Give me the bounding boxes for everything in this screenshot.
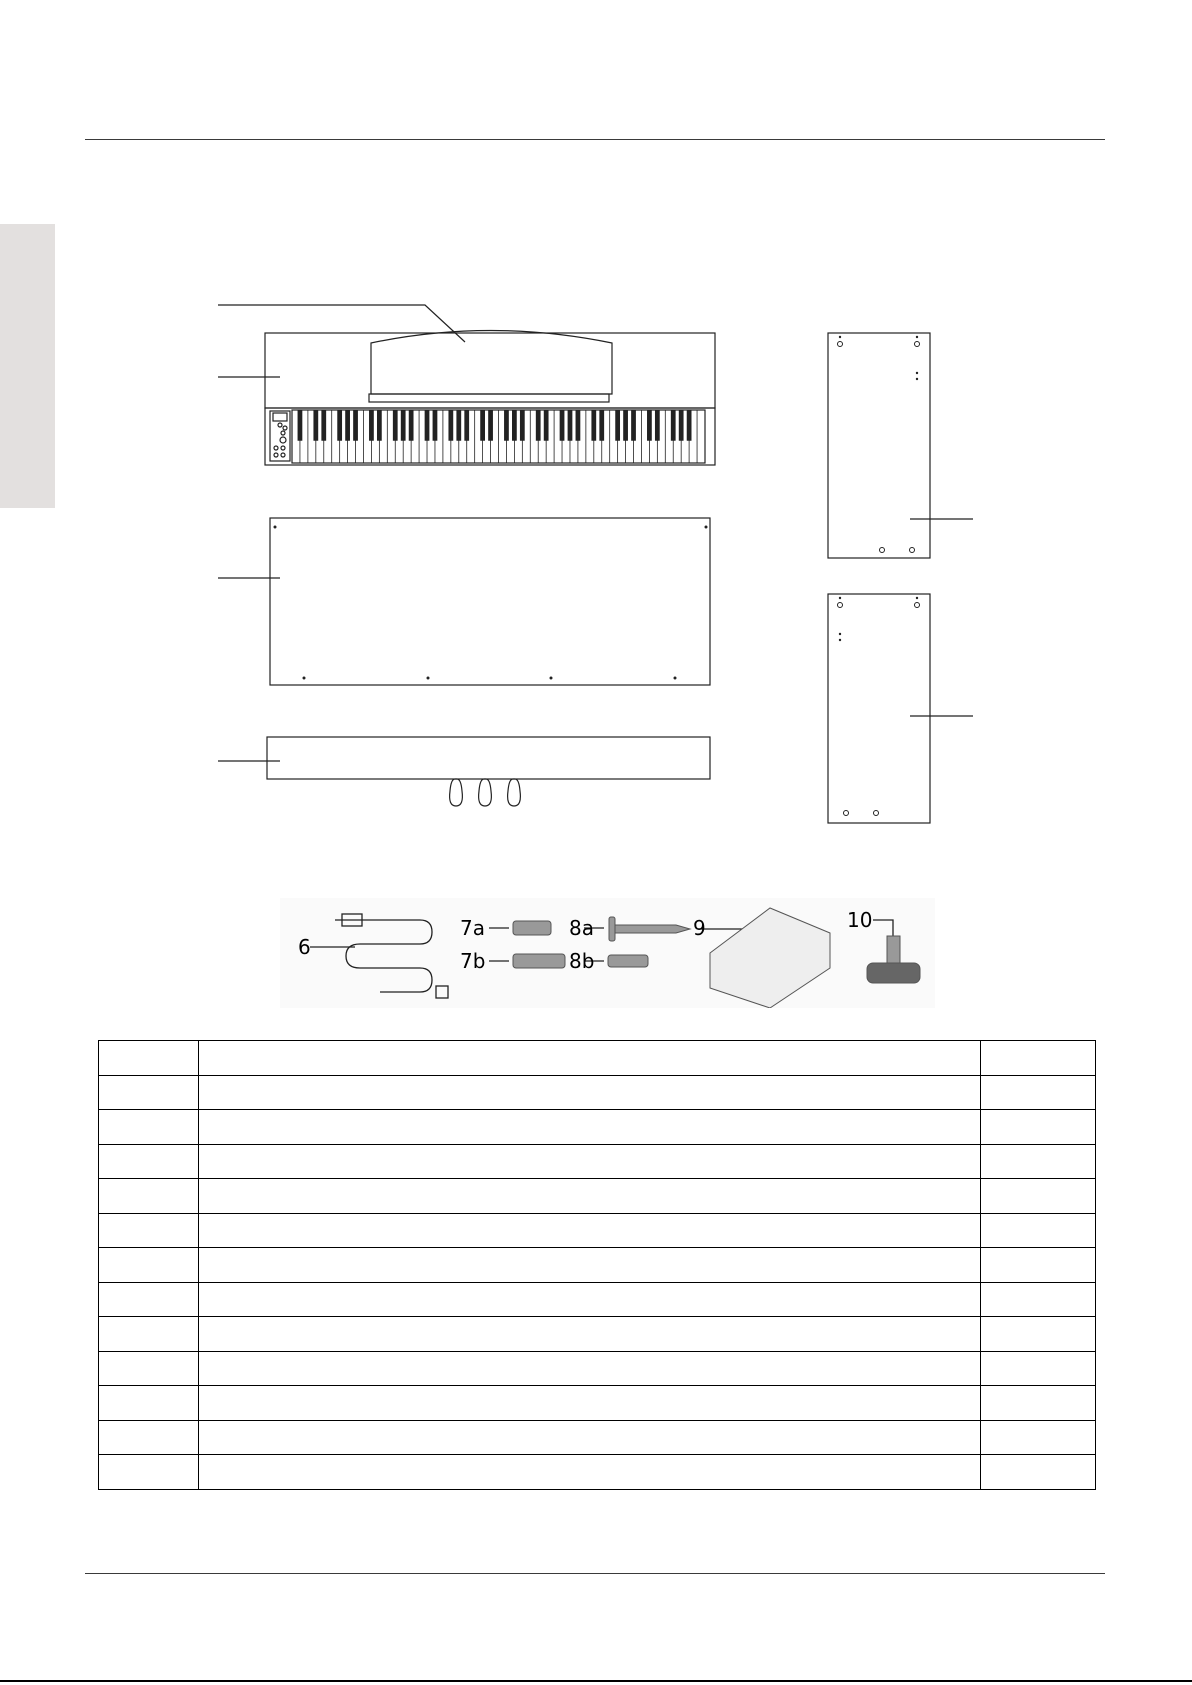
black-key <box>298 410 303 441</box>
black-key <box>576 410 581 441</box>
table-row <box>99 1351 1096 1386</box>
table-cell <box>981 1420 1096 1455</box>
table-row <box>99 1455 1096 1490</box>
table-cell <box>99 1351 199 1386</box>
table-cell <box>981 1386 1096 1421</box>
table-cell <box>99 1386 199 1421</box>
part-label-6: 6 <box>298 935 311 959</box>
table-row <box>99 1317 1096 1352</box>
black-keys <box>298 410 692 441</box>
table-cell <box>199 1351 981 1386</box>
black-key <box>671 410 676 441</box>
black-key <box>655 410 660 441</box>
black-key <box>337 410 342 441</box>
piano-main-body <box>265 333 715 408</box>
table-row <box>99 1386 1096 1421</box>
back-panel <box>270 518 710 685</box>
pedal-middle <box>479 779 492 806</box>
black-key <box>313 410 318 441</box>
screw-8b <box>608 955 648 967</box>
black-key <box>568 410 573 441</box>
table-header-row <box>99 1041 1096 1076</box>
black-key <box>369 410 374 441</box>
table-row <box>99 1075 1096 1110</box>
black-key <box>488 410 493 441</box>
music-rest-ledge <box>369 394 609 402</box>
black-key <box>321 410 326 441</box>
part-label-8b: 8b <box>569 949 595 973</box>
table-row <box>99 1144 1096 1179</box>
black-key <box>504 410 509 441</box>
black-key <box>520 410 525 441</box>
table-cell <box>199 1041 981 1076</box>
black-key <box>425 410 430 441</box>
table-cell <box>981 1075 1096 1110</box>
callout-leader-music-rest <box>218 305 465 342</box>
table-cell <box>199 1213 981 1248</box>
table-row <box>99 1213 1096 1248</box>
black-key <box>512 410 517 441</box>
black-key <box>560 410 565 441</box>
table-cell <box>199 1420 981 1455</box>
table-cell <box>99 1317 199 1352</box>
table-cell <box>99 1248 199 1283</box>
part-label-9: 9 <box>693 916 706 940</box>
table-cell <box>981 1455 1096 1490</box>
table-cell <box>99 1179 199 1214</box>
table-cell <box>199 1282 981 1317</box>
black-key <box>480 410 485 441</box>
table-row <box>99 1420 1096 1455</box>
table-cell <box>199 1179 981 1214</box>
table-cell <box>99 1041 199 1076</box>
right-side-panel <box>828 594 930 823</box>
black-key <box>345 410 350 441</box>
table-cell <box>981 1351 1096 1386</box>
table-cell <box>981 1144 1096 1179</box>
table-cell <box>199 1455 981 1490</box>
table-row <box>99 1248 1096 1283</box>
page-bottom-border <box>0 1680 1192 1682</box>
parts-table <box>98 1040 1096 1490</box>
table-cell <box>99 1110 199 1145</box>
screw-7b <box>513 954 565 968</box>
black-key <box>544 410 549 441</box>
screw-8a-head <box>609 917 615 941</box>
table-row <box>99 1179 1096 1214</box>
screw-7a <box>513 921 551 935</box>
table-cell <box>199 1248 981 1283</box>
table-cell <box>981 1179 1096 1214</box>
table-cell <box>199 1317 981 1352</box>
black-key <box>536 410 541 441</box>
table-row <box>99 1282 1096 1317</box>
black-key <box>615 410 620 441</box>
table-cell <box>981 1282 1096 1317</box>
black-key <box>464 410 469 441</box>
black-key <box>599 410 604 441</box>
power-cable-6 <box>335 920 432 992</box>
table-cell <box>981 1317 1096 1352</box>
bolt-10-knob <box>867 963 920 983</box>
part-label-8a: 8a <box>569 916 594 940</box>
black-key <box>591 410 596 441</box>
music-rest <box>371 331 612 395</box>
black-key <box>353 410 358 441</box>
black-key <box>679 410 684 441</box>
black-key <box>456 410 461 441</box>
table-cell <box>99 1455 199 1490</box>
table-cell <box>981 1213 1096 1248</box>
part-label-7a: 7a <box>460 916 485 940</box>
black-key <box>401 410 406 441</box>
black-key <box>433 410 438 441</box>
table-cell <box>99 1213 199 1248</box>
small-parts-svg <box>280 898 935 1008</box>
pedal-left <box>450 779 463 806</box>
screw-8a-thread <box>615 925 690 933</box>
black-key <box>377 410 382 441</box>
manual-book-9 <box>710 908 830 1008</box>
table-cell <box>99 1420 199 1455</box>
black-key <box>623 410 628 441</box>
table-cell <box>199 1110 981 1145</box>
table-cell <box>981 1041 1096 1076</box>
table-row <box>99 1110 1096 1145</box>
table-cell <box>99 1144 199 1179</box>
black-key <box>409 410 414 441</box>
black-key <box>393 410 398 441</box>
cable-plug-bottom <box>436 986 448 998</box>
black-key <box>631 410 636 441</box>
table-cell <box>981 1110 1096 1145</box>
black-key <box>448 410 453 441</box>
table-cell <box>99 1282 199 1317</box>
table-cell <box>199 1386 981 1421</box>
display-screen <box>273 413 287 421</box>
black-key <box>687 410 692 441</box>
table-cell <box>199 1075 981 1110</box>
part-label-7b: 7b <box>460 949 486 973</box>
pedal-right <box>508 779 521 806</box>
small-parts-strip <box>280 898 935 1008</box>
bolt-10-shaft <box>887 936 900 966</box>
part-label-10: 10 <box>847 908 873 932</box>
pedal-box <box>267 737 710 779</box>
footer-rule <box>85 1573 1105 1574</box>
table-cell <box>981 1248 1096 1283</box>
table-cell <box>199 1144 981 1179</box>
table-cell <box>99 1075 199 1110</box>
black-key <box>647 410 652 441</box>
white-keys <box>300 410 697 463</box>
left-side-panel <box>828 333 930 558</box>
